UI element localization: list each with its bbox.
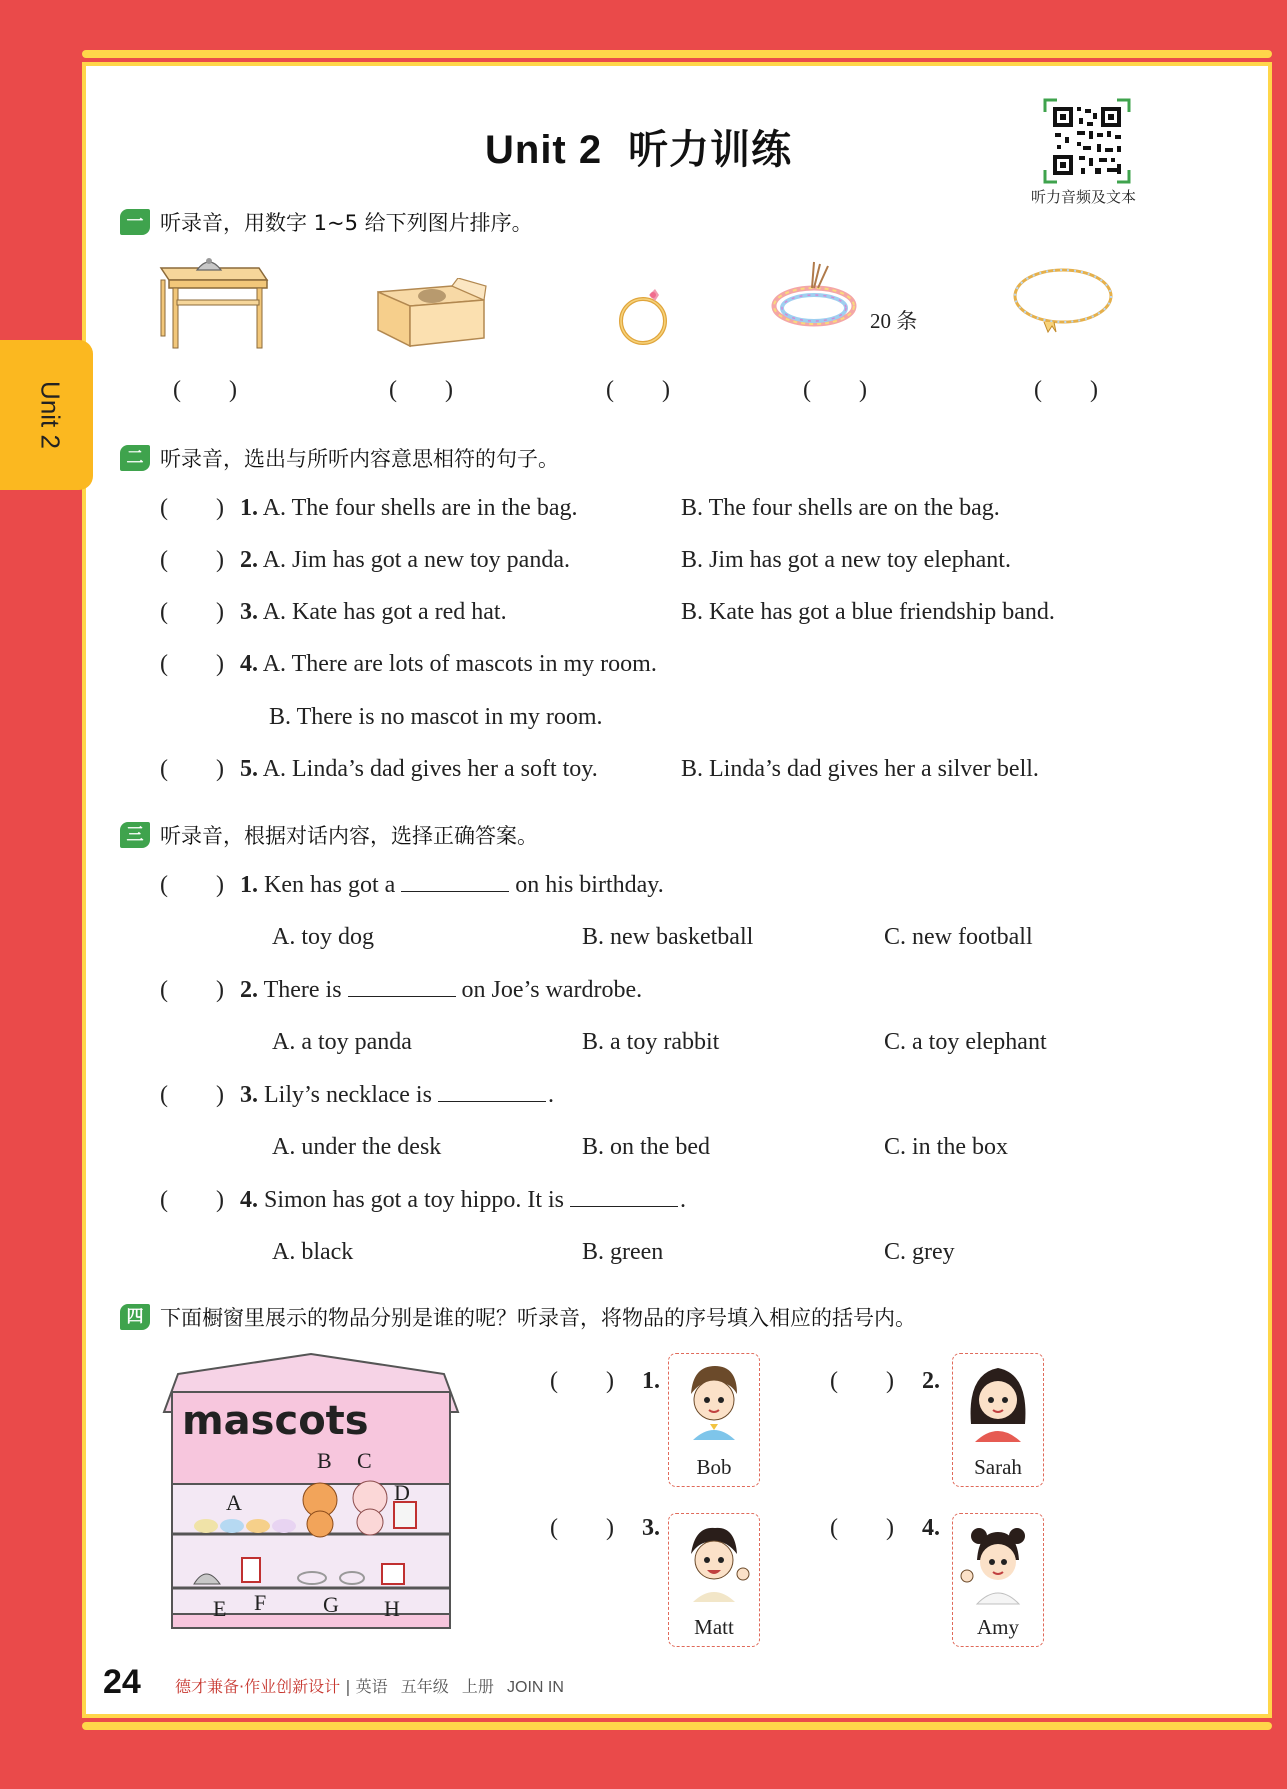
section-4-badge: 四 — [120, 1304, 150, 1330]
section-1-heading — [120, 207, 533, 237]
section-1-instruction: 听录音，用数字 1~5 给下列图片排序。 — [160, 211, 533, 235]
item-label-e: E — [213, 1596, 227, 1621]
kid-name: Sarah — [974, 1455, 1022, 1479]
kid-name: Bob — [696, 1455, 732, 1479]
page-title — [485, 118, 792, 175]
option-b: B. Jim has got a new toy elephant. — [681, 547, 1011, 573]
answer-blank[interactable]: ( ) — [160, 1082, 224, 1108]
section-4-instruction: 下面橱窗里展示的物品分别是谁的呢？听录音，将物品的序号填入相应的括号内。 — [160, 1306, 916, 1330]
kid-card-amy — [952, 1513, 1044, 1647]
question-stem: Simon has got a toy hippo. It is — [264, 1187, 564, 1213]
option-b: B. a toy rabbit — [582, 1029, 720, 1055]
girl-avatar-icon — [953, 1514, 1043, 1614]
question-number: 1. — [240, 872, 258, 898]
answer-blank[interactable]: ( ) — [160, 1187, 224, 1213]
question-stem-end: on Joe’s wardrobe. — [461, 977, 643, 1003]
option-a: A. Kate has got a red hat. — [262, 599, 507, 625]
necklace-icon — [1010, 262, 1116, 342]
order-blank-4[interactable]: ( ) — [803, 377, 867, 403]
order-blank-1[interactable]: ( ) — [173, 377, 237, 403]
frame-trim-bottom — [82, 1722, 1272, 1730]
kid-number-1: 1. — [642, 1368, 660, 1394]
kid-card-sarah — [952, 1353, 1044, 1487]
option-b: B. new basketball — [582, 924, 754, 950]
section-3-badge: 三 — [120, 822, 150, 848]
question-number: 4. — [240, 651, 258, 677]
friendship-bands-icon — [768, 258, 860, 334]
desk-with-bell-icon — [155, 256, 270, 352]
page-number: 24 — [103, 1663, 141, 1701]
option-c: C. in the box — [884, 1134, 1008, 1160]
mascots-sign: mascots — [182, 1398, 369, 1444]
option-a: A. The four shells are in the bag. — [262, 495, 578, 521]
bracelet-icon — [615, 285, 671, 349]
option-a: A. under the desk — [272, 1134, 442, 1160]
section-2-heading — [120, 443, 559, 473]
item-label-c: C — [357, 1448, 372, 1473]
answer-blank[interactable]: ( ) — [160, 651, 224, 677]
option-a: A. black — [272, 1239, 354, 1265]
side-tab-label: Unit 2 — [35, 381, 66, 449]
option-a: A. toy dog — [272, 924, 374, 950]
kid-card-matt — [668, 1513, 760, 1647]
option-c: C. new football — [884, 924, 1033, 950]
section-1-badge: 一 — [120, 209, 150, 235]
option-b: B. Linda’s dad gives her a silver bell. — [681, 756, 1039, 782]
option-b: B. Kate has got a blue friendship band. — [681, 599, 1055, 625]
title-chinese: 听力训练 — [628, 127, 793, 173]
boy-avatar-icon — [669, 1354, 759, 1454]
fill-blank-line — [570, 1188, 678, 1207]
section-2-instruction: 听录音，选出与所听内容意思相符的句子。 — [160, 447, 559, 471]
question-number: 5. — [240, 756, 258, 782]
kid-name: Matt — [694, 1615, 734, 1639]
girl-avatar-icon — [953, 1354, 1043, 1454]
order-blank-5[interactable]: ( ) — [1034, 377, 1098, 403]
item-label-a: A — [226, 1490, 242, 1515]
order-blank-2[interactable]: ( ) — [389, 377, 453, 403]
kid-number-4: 4. — [922, 1515, 940, 1541]
option-b: B. on the bed — [582, 1134, 710, 1160]
kid-card-bob — [668, 1353, 760, 1487]
question-number: 1. — [240, 495, 258, 521]
fill-blank-line — [401, 873, 509, 892]
kid-answer-blank-3[interactable]: ( ) — [550, 1515, 614, 1541]
footer-brand: 德才兼备·作业创新设计 — [175, 1677, 341, 1696]
footer-edition: JOIN IN — [507, 1679, 564, 1696]
footer-divider: | — [345, 1677, 356, 1696]
option-c: C. grey — [884, 1239, 955, 1265]
kid-answer-blank-4[interactable]: ( ) — [830, 1515, 894, 1541]
question-stem: Ken has got a — [264, 872, 396, 898]
option-b: B. The four shells are on the bag. — [681, 495, 1000, 521]
item-label-h: H — [384, 1596, 400, 1621]
answer-blank[interactable]: ( ) — [160, 599, 224, 625]
question-stem: Lily’s necklace is — [264, 1082, 432, 1108]
qr-code-icon[interactable] — [1043, 98, 1131, 184]
option-a: A. There are lots of mascots in my room. — [262, 651, 657, 677]
item-label-f: F — [254, 1590, 267, 1615]
section-2-badge: 二 — [120, 445, 150, 471]
question-number: 4. — [240, 1187, 258, 1213]
kid-answer-blank-2[interactable]: ( ) — [830, 1368, 894, 1394]
kid-number-2: 2. — [922, 1368, 940, 1394]
question-number: 3. — [240, 599, 258, 625]
footer-subject: 英语 — [355, 1677, 388, 1696]
question-stem: There is — [263, 977, 342, 1003]
option-a: A. a toy panda — [272, 1029, 412, 1055]
kid-answer-blank-1[interactable]: ( ) — [550, 1368, 614, 1394]
kid-name: Amy — [977, 1615, 1019, 1639]
item-label-d: D — [394, 1480, 410, 1505]
box-icon — [372, 278, 490, 350]
title-unit: Unit 2 — [485, 128, 603, 172]
frame-trim-top — [82, 50, 1272, 58]
option-c: C. a toy elephant — [884, 1029, 1047, 1055]
item-label-g: G — [323, 1592, 339, 1617]
question-number: 2. — [240, 547, 258, 573]
question-number: 3. — [240, 1082, 258, 1108]
answer-blank[interactable]: ( ) — [160, 872, 224, 898]
section-4-heading — [120, 1302, 916, 1332]
question-number: 2. — [240, 977, 258, 1003]
fill-blank-line — [348, 978, 456, 997]
option-a: A. Linda’s dad gives her a soft toy. — [262, 756, 598, 782]
boy-avatar-icon — [669, 1514, 759, 1614]
answer-blank[interactable]: ( ) — [160, 547, 224, 573]
answer-blank[interactable]: ( ) — [160, 977, 224, 1003]
order-blank-3[interactable]: ( ) — [606, 377, 670, 403]
section-3-heading — [120, 820, 538, 850]
question-stem-end: . — [680, 1187, 686, 1213]
item-label-b: B — [317, 1448, 332, 1473]
question-stem-end: . — [547, 1082, 554, 1108]
kid-number-3: 3. — [642, 1515, 660, 1541]
friendship-bands-count: 20 条 — [870, 309, 918, 333]
option-a: A. Jim has got a new toy panda. — [262, 547, 570, 573]
qr-caption: 听力音频及文本 — [1031, 188, 1137, 206]
question-stem-end: on his birthday. — [515, 872, 664, 898]
answer-blank[interactable]: ( ) — [160, 495, 224, 521]
section-3-instruction: 听录音，根据对话内容，选择正确答案。 — [160, 824, 538, 848]
mascot-display-window — [158, 1352, 464, 1630]
unit-side-tab — [0, 340, 93, 490]
fill-blank-line — [438, 1083, 546, 1102]
option-b: B. There is no mascot in my room. — [269, 704, 603, 730]
option-b: B. green — [582, 1239, 664, 1265]
footer-brand-line — [175, 1674, 564, 1697]
footer-grade: 五年级 — [400, 1677, 449, 1696]
footer-volume: 上册 — [461, 1677, 494, 1696]
answer-blank[interactable]: ( ) — [160, 756, 224, 782]
